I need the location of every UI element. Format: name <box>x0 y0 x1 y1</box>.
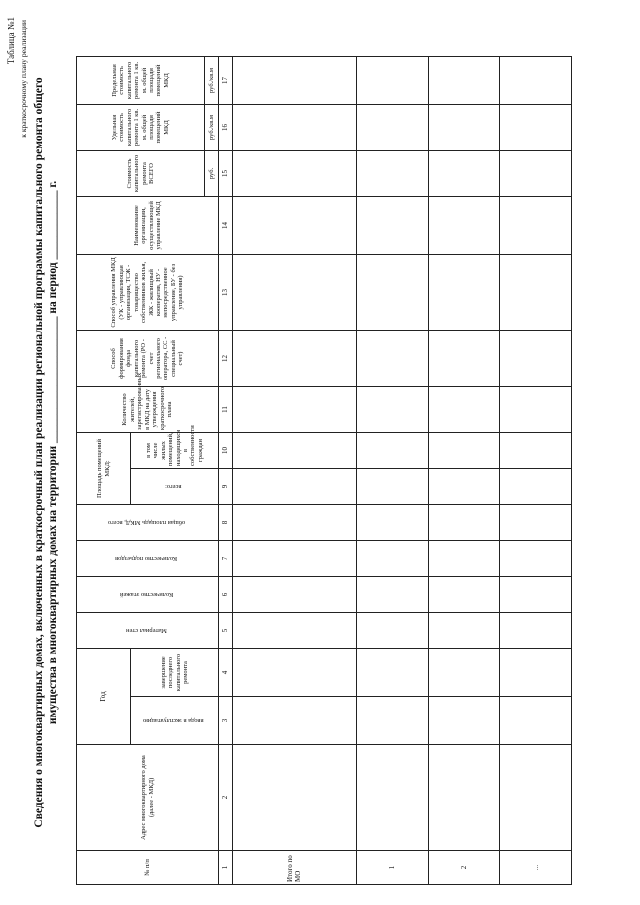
number-cell: 9 <box>219 468 233 504</box>
header-col-12: Способ формирования фонда капитального ремонта (РО - счет регионального оператора, СС - специальный счет) <box>77 330 219 386</box>
number-cell: 3 <box>219 697 233 745</box>
data-row <box>233 56 357 884</box>
header-col-13: Способ управления МКД (УК - управляющая организация, ТСЖ - товарищество собственников жилья, ЖК - жилищный кооператив, НУ - непосредственное управление, БУ - без управления) <box>77 254 219 330</box>
title-line-1: Сведения о многоквартирных домах, включенных в краткосрочный план реализации региональной программы капитального ремонта общего <box>33 77 45 828</box>
number-cell: 17 <box>219 56 233 104</box>
header-area-group: Площадь помещений МКД: <box>77 432 131 504</box>
column-number-row <box>219 56 233 884</box>
header-col-8-text: общая площадь МКД, всего <box>107 519 185 527</box>
data-row <box>428 56 500 884</box>
number-cell: 5 <box>219 612 233 648</box>
header-col-11: Количество жителей, зарегистрированных в МКД на дату утверждения краткосрочного плана <box>77 386 219 432</box>
row-label: 2 <box>428 851 500 885</box>
data-row <box>500 56 572 884</box>
number-cell: 2 <box>219 745 233 851</box>
number-cell: 10 <box>219 432 233 468</box>
header-col-2: Адрес многоквартирного дома (далее - МКД) <box>77 745 219 851</box>
header-col-4: завершение последнего капитального ремонта <box>131 648 219 696</box>
header-col-17: Предельная стоимость капитального ремонта 1 кв. м. общей площади помещений МКД <box>77 56 205 104</box>
number-cell: 8 <box>219 504 233 540</box>
number-cell: 16 <box>219 104 233 150</box>
header-col-6-text: Количество этажей <box>119 591 173 599</box>
mkd-table <box>76 56 572 885</box>
header-col-10: в том числе жилых помещений, находящихся в собственности граждан <box>131 432 219 468</box>
header-col-1: № п/п <box>77 851 219 885</box>
header-year-group: Год <box>77 648 131 744</box>
number-cell: 14 <box>219 196 233 254</box>
number-cell: 12 <box>219 330 233 386</box>
unit-col-15: руб. <box>205 150 219 196</box>
header-col-7-text: Количество подъездов <box>115 555 178 563</box>
header-col-14: Наименование организации, осуществляющей управление МКД <box>77 196 219 254</box>
header-col-15: Стоимость капитального ремонта ВСЕГО <box>77 150 205 196</box>
header-col-6 <box>77 576 219 612</box>
number-cell: 15 <box>219 150 233 196</box>
header-col-16: Удельная стоимость капитального ремонта 1 кв. м. общей площади помещений МКД <box>77 104 205 150</box>
number-cell: 11 <box>219 386 233 432</box>
title-line-2: имущества в многоквартирных домах на территории ______________________ на период ____________ г. <box>47 180 59 725</box>
number-cell: 4 <box>219 648 233 696</box>
table-subtitle: к краткосрочному плану реализации <box>19 20 28 138</box>
row-label: 1 <box>356 851 428 885</box>
table-number: Таблица №1 <box>6 17 16 65</box>
number-cell: 13 <box>219 254 233 330</box>
number-cell: 7 <box>219 540 233 576</box>
header-col-8 <box>77 504 219 540</box>
header-col-9-text: всего: <box>165 483 182 491</box>
header-col-5 <box>77 612 219 648</box>
document-title <box>32 0 60 905</box>
header-col-9 <box>131 468 219 504</box>
unit-col-16: руб./кв.м <box>205 104 219 150</box>
header-col-3-text: ввода в эксплуатацию <box>142 717 204 725</box>
number-cell: 1 <box>219 851 233 885</box>
data-row <box>356 56 428 884</box>
header-col-3 <box>131 697 219 745</box>
row-label: ... <box>500 851 572 885</box>
row-label: Итого по МО <box>233 851 357 885</box>
header-col-5-text: Материал стен <box>125 627 167 635</box>
header-col-7 <box>77 540 219 576</box>
number-cell: 6 <box>219 576 233 612</box>
unit-col-17: руб./кв.м <box>205 56 219 104</box>
